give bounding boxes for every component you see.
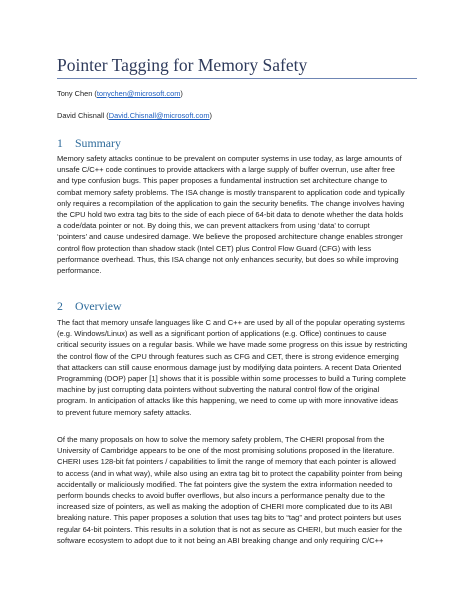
paragraph-line: CHERI uses 128-bit fat pointers / capabilities to limit the range of memory that each pointer is allowed xyxy=(57,457,396,467)
paragraph-line: program. In anticipation of attacks like this happening, we need to come up with more innovative ideas xyxy=(57,396,399,406)
paragraph-line: performance overhead. Thus, this ISA change not only enhances security, but does so while improving xyxy=(57,254,399,264)
author-name: Tony Chen xyxy=(57,89,93,98)
paragraph-line: the CPU hold two extra tag bits to the side of each piece of 64-bit data to denote whether the data holds xyxy=(57,209,404,219)
author-line-1: Tony Chen (tonychen@microsoft.com) xyxy=(57,89,183,98)
section-heading-overview xyxy=(57,299,122,314)
paragraph-line: critical security issues on a regular basis. While we have made some progress on this issue by restricting xyxy=(57,340,408,350)
paragraph-line: to prevent future memory safety attacks. xyxy=(57,407,192,417)
paragraph-line: that attackers can still cause enormous damage just by modifying data pointers. A recent Data Oriented xyxy=(57,362,402,372)
paragraph-line: University of Cambridge appears to be one of the most promising solutions proposed in the literature. xyxy=(57,446,395,456)
paragraph-line: Programming (DOP) paper [1] shows that it is possible within some processes to build a Turing complete xyxy=(57,373,406,383)
author-email-link[interactable]: tonychen@microsoft.com xyxy=(96,89,181,98)
paragraph-line: and type confusion bugs. This paper proposes a fundamental instruction set architecture change to xyxy=(57,176,388,186)
paragraph-line: combat memory safety problems. The ISA change is mostly transparent to application code and typically xyxy=(57,187,405,197)
section-number: 2 xyxy=(57,299,63,313)
paragraph-line: the control flow of the CPU through features such as CFG and CET, there is strong evidence emerging xyxy=(57,351,399,361)
paragraph-line: perform bounds checks to avoid buffer overflows, but also incurs a performance penalty due to the xyxy=(57,490,385,500)
paragraph-line: regular 64-bit pointers. This results in a solution that is not as secure as CHERI, but much easier for the xyxy=(57,524,403,534)
paper-title: Pointer Tagging for Memory Safety xyxy=(57,55,308,75)
paragraph-line: (e.g. Windows/Linux) as well as a significant portion of applications (e.g. Office) continues to cause xyxy=(57,329,387,339)
paragraph-line: ‘pointers’ and cause undesired damage. We believe the proposed architecture change enables stronger xyxy=(57,232,403,242)
title-underline xyxy=(57,78,417,79)
paragraph-line: a code/data pointer or not. By doing this, we can prevent attackers from using ‘data’ to corrupt xyxy=(57,221,370,231)
author-email-link[interactable]: David.Chisnall@microsoft.com xyxy=(108,111,210,120)
section-title: Summary xyxy=(75,136,121,150)
section-heading-summary xyxy=(57,136,121,151)
author-line-2: David Chisnall (David.Chisnall@microsoft.com) xyxy=(57,111,212,120)
summary-paragraph xyxy=(57,153,420,276)
paragraph-line: unsafe C/C++ code continues to provide attackers with a large supply of buffer overrun, use after free xyxy=(57,165,395,175)
author-name: David Chisnall xyxy=(57,111,105,120)
paragraph-line: to access (and in what way), while also using an extra tag bit to protect the capability pointer from being xyxy=(57,468,403,478)
overview-paragraph-2 xyxy=(57,434,420,546)
paragraph-line: Memory safety attacks continue to be prevalent on computer systems in use today, as large amounts of xyxy=(57,154,402,163)
paragraph-line: The fact that memory unsafe languages like C and C++ are used by all of the popular operating systems xyxy=(57,318,405,327)
paragraph-line: machine by just corrupting data pointers without subverting the natural control flow of the original xyxy=(57,385,380,395)
paragraph-line: only requires a recompilation of the application to gain the security benefits. The change involves having xyxy=(57,198,405,208)
paragraph-line: increased size of pointers, as well as making the adoption of CHERI more complicated due to its ABI xyxy=(57,502,393,512)
paragraph-line: Of the many proposals on how to solve the memory safety problem, The CHERI proposal from the xyxy=(57,435,385,444)
paragraph-line: software ecosystem to adopt due to it not being an ABI breaking change and only requiring C/C++ xyxy=(57,535,384,545)
paragraph-line: control flow protection than shadow stack (Intel CET) plus Control Flow Guard (CFG) with less xyxy=(57,243,372,253)
paragraph-line: accidentally or maliciously modified. The fat pointers give the system the extra information needed to xyxy=(57,479,393,489)
paragraph-line: performance. xyxy=(57,265,102,275)
section-title: Overview xyxy=(75,299,122,313)
overview-paragraph-1 xyxy=(57,317,420,418)
paragraph-line: breaking nature. This paper proposes a solution that uses tag bits to “tag” and protect pointers but uses xyxy=(57,513,402,523)
section-number: 1 xyxy=(57,136,63,150)
